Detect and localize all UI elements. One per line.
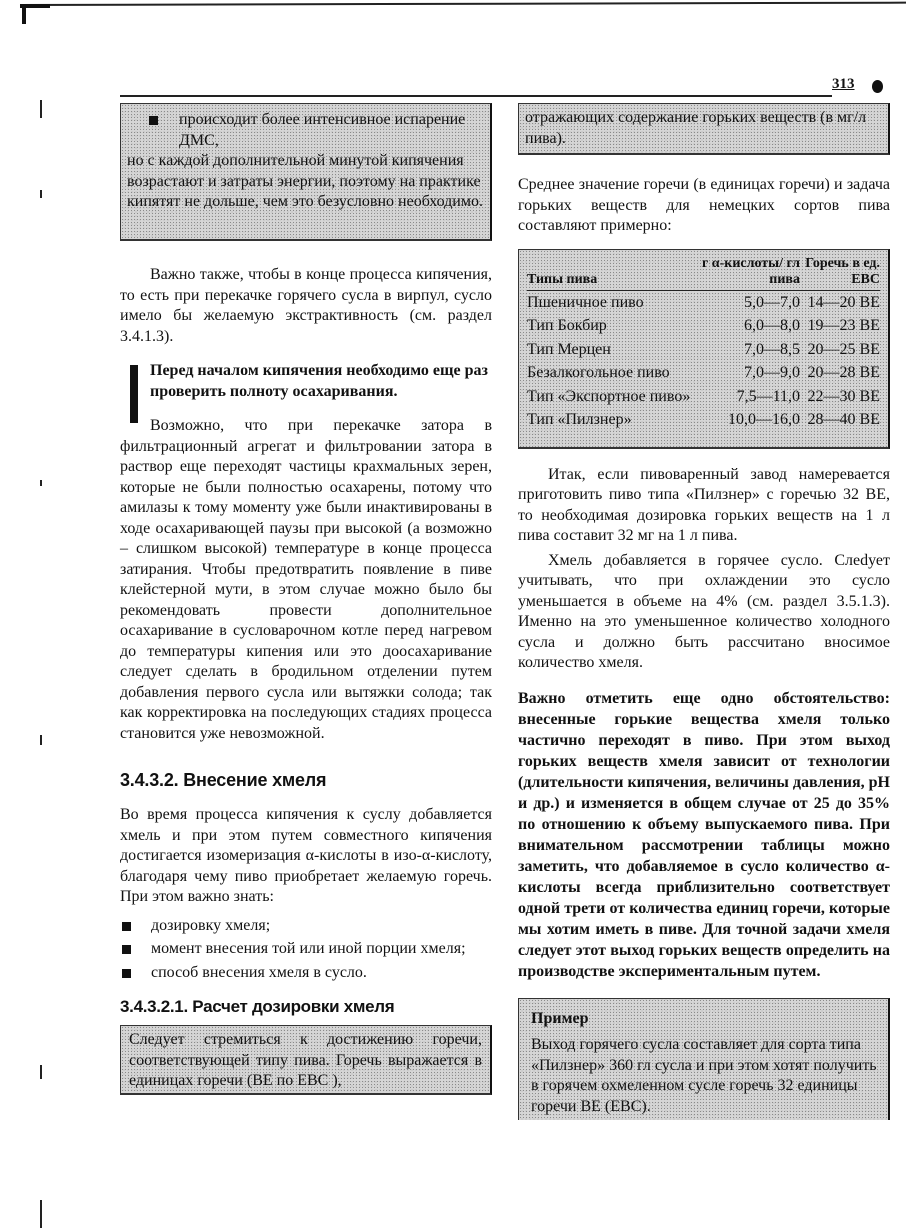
margin-artifact <box>40 480 42 486</box>
table-row: Тип Бокбир 6,0—8,0 19—23 ВЕ <box>527 317 880 334</box>
list-item: дозировку хмеля; <box>120 916 492 937</box>
table-row: Тип Мерцен 7,0—8,5 20—25 ВЕ <box>527 340 880 358</box>
header-beer-type: Типы пива <box>527 271 598 287</box>
scan-edge <box>0 0 906 8</box>
page-number: 313 <box>832 76 855 92</box>
warning-bar-icon <box>130 365 138 423</box>
shaded-box-bitterness: Следует стремиться к достижению горечи, соответствующей типу пива. Горечь выражается в единицах горечи (ВЕ по ЕВС ), <box>120 1025 492 1095</box>
list-item: момент внесения той или иной порции хмеля; <box>120 939 492 960</box>
margin-artifact <box>40 1200 42 1228</box>
paragraph-saccharification: Возможно, что при перекачке затора в фильтрационный агрегат и фильтровании затора в раствор еще переходят частицы крахмальных зерен, которые не были полностью осахарены, потому что амилазы к тому моменту уже были инактивированы в ходе осахаривающей паузы при высокой (а возможно – слишком высокой) температуре в конце процесса затирания. Чтобы предотвратить появление в пиве клейстерной мути, в этом случае можно было бы рекомендовать провести дополнительное осахаривание в сусловарочном котле перед нагревом до температуры кипения или это доосахаривание следует сделать в бродильном отделении путем добавления первого сусла или вытяжки солода; так как корректировка на последующих стадиях процесса становится уже невозможной. <box>120 417 492 742</box>
header-bitterness: Горечь в ед. ЕВС <box>805 255 880 287</box>
table-header-row <box>527 256 880 291</box>
paragraph-important-note: Важно отметить еще одно обстоятельство: внесенные горькие вещества хмеля только частично переходят в пиво. При этом выход горьких веществ хмеля зависит от технологии (длительности кипячения, величины давления, pH и др.) и изменяется в общем случае от 25 до 35% по отношению к объему выпускаемого пива. При внимательном рассмотрении таблицы можно заметить, что добавляемое в сусло количество α-кислоты всегда приблизительно соответствует одной трети от количества единиц горечи, которые мы хотим иметь в пиве. Для точной задачи хмеля следует этот выход горьких веществ определить на производстве экспериментальным путем. <box>518 689 890 980</box>
section-heading: 3.4.3.2. Внесение хмеля <box>120 770 327 790</box>
bullet-list <box>120 916 492 984</box>
box-continuation: но с каждой дополнительной минутой кипячения возрастают и затраты энергии, поэтому на практике кипятят не дольше, чем это безусловно необходимо. <box>127 152 483 210</box>
list-item: способ внесения хмеля в сусло. <box>120 963 492 984</box>
table-row: Тип «Экспортное пиво» 7,5—11,0 22—30 ВЕ <box>527 387 880 405</box>
scan-top-line <box>20 2 906 6</box>
subsection-heading: 3.4.3.2.1. Расчет дозировки хмеля <box>120 997 395 1016</box>
shaded-box-dms <box>120 103 492 241</box>
square-bullet-icon <box>122 922 131 931</box>
paragraph-extract: Важно также, чтобы в конце процесса кипячения, то есть при перекачке горячего сусла в вирпул, сусло имело бы желаемую экстрактивность (см. раздел 3.4.1.3). <box>120 266 492 345</box>
square-bullet-icon <box>122 945 131 954</box>
margin-artifact <box>40 100 42 118</box>
warning-note <box>120 361 492 402</box>
margin-artifact <box>40 190 42 198</box>
paragraph-average-bitterness: Среднее значение горечи (в единицах горечи) и задача горьких веществ для немецких сортов пива составляют примерно: <box>518 176 890 234</box>
beer-bitterness-table-box <box>518 249 890 449</box>
margin-artifact <box>40 1065 42 1079</box>
square-bullet-icon <box>122 969 131 978</box>
page-marker-icon <box>872 80 883 93</box>
square-bullet-icon <box>149 116 158 125</box>
box-bullet <box>127 110 484 151</box>
box-bullet-text: происходит более интенсивное испарение ДМС, <box>179 111 466 149</box>
table-row: Безалкогольное пиво 7,0—9,0 20—28 ВЕ <box>527 364 880 381</box>
example-text: Выход горячего сусла составляет для сорта типа «Пилзнер» 360 гл сусла и при этом хотят получить в горячем охмеленном сусле горечь 32 единицы горечи ВЕ (ЕВС). <box>531 1036 877 1115</box>
example-title: Пример <box>531 1009 589 1027</box>
table-row: Тип «Пилзнер» 10,0—16,0 28—40 ВЕ <box>527 411 880 428</box>
paragraph-hop-addition: Во время процесса кипячения к суслу добавляется хмель и при этом путем совместного кипячения достигается изомеризация α-кислоты в изо-α-кислоту, благодаря чему пиво приобретает желаемую горечь. При этом важно знать: <box>120 806 492 905</box>
right-column <box>518 103 890 1120</box>
warning-text: Перед началом кипячения необходимо еще раз проверить полноту осахаривания. <box>150 362 488 400</box>
example-box <box>518 998 890 1120</box>
left-column <box>120 103 492 1095</box>
header-alpha-acid: г α-кислоты/ гл пива <box>701 255 800 287</box>
shaded-box-continuation: отражающих содержание горьких веществ (в мг/л пива). <box>518 103 890 155</box>
paragraph-pilsner-dosage: Итак, если пивоваренный завод намеревается приготовить пиво типа «Пилзнер» с горечью 32 ВЕ, то необходимая дозировка горьких веществ на 1 л пива составит 32 мг на 1 л пива. <box>518 465 890 544</box>
paragraph-hot-wort: Хмель добавляется в горячее сусло. Слеdует учитывать, что при охлаждении это сусло уменьшается в объеме на 4% (см. раздел 3.5.1.3). Именно на это уменьшенное количество холодного сусла и должно быть рассчитано вносимое количество хмеля. <box>518 551 890 671</box>
margin-artifact <box>40 735 42 745</box>
beer-bitterness-table <box>527 256 880 432</box>
table-row: Пшеничное пиво 5,0—7,0 14—20 ВЕ <box>527 293 880 311</box>
scan-corner-tick <box>22 4 26 24</box>
header-rule <box>120 95 832 97</box>
